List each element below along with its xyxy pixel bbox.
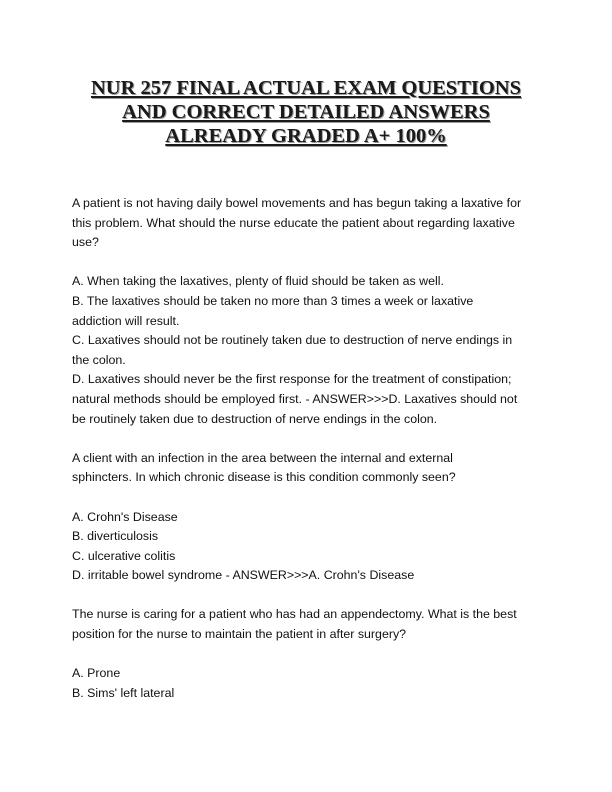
option-line: the colon. bbox=[72, 352, 126, 367]
title-line-2: AND CORRECT DETAILED ANSWERS bbox=[122, 101, 490, 123]
title-line-3: ALREADY GRADED A+ 100% bbox=[165, 125, 447, 147]
document-body bbox=[72, 194, 552, 723]
text-line: use? bbox=[72, 235, 99, 250]
option-line: B. Sims' left lateral bbox=[72, 685, 175, 700]
question-stem bbox=[72, 449, 552, 488]
option-line: D. Laxatives should never be the first response for the treatment of constipation; bbox=[72, 372, 512, 387]
option-line: A. Prone bbox=[72, 666, 121, 681]
option-line: A. When taking the laxatives, plenty of fluid should be taken as well. bbox=[72, 274, 444, 289]
answer-options bbox=[72, 272, 552, 429]
title-line-1: NUR 257 FINAL ACTUAL EXAM QUESTIONS bbox=[91, 77, 521, 99]
option-line: be routinely taken due to destruction of nerve endings in the colon. bbox=[72, 411, 438, 426]
option-line: addiction will result. bbox=[72, 313, 180, 328]
document-title bbox=[40, 76, 572, 148]
answer-options bbox=[72, 508, 552, 586]
text-line: A client with an infection in the area between the internal and external bbox=[72, 450, 453, 465]
option-line: B. diverticulosis bbox=[72, 529, 159, 544]
option-line: D. irritable bowel syndrome - ANSWER>>>A. Crohn's Disease bbox=[72, 568, 415, 583]
option-line: B. The laxatives should be taken no more than 3 times a week or laxative bbox=[72, 293, 474, 308]
question-stem bbox=[72, 605, 552, 644]
text-line: this problem. What should the nurse educate the patient about regarding laxative bbox=[72, 215, 515, 230]
option-line: natural methods should be employed first. - ANSWER>>>D. Laxatives should not bbox=[72, 391, 518, 406]
option-line: A. Crohn's Disease bbox=[72, 509, 178, 524]
answer-options bbox=[72, 664, 552, 703]
text-line: sphincters. In which chronic disease is this condition commonly seen? bbox=[72, 470, 456, 485]
text-line: The nurse is caring for a patient who has had an appendectomy. What is the best bbox=[72, 607, 517, 622]
text-line: position for the nurse to maintain the patient in after surgery? bbox=[72, 627, 407, 642]
question-stem bbox=[72, 194, 552, 253]
text-line: A patient is not having daily bowel movements and has begun taking a laxative for bbox=[72, 196, 522, 210]
option-line: C. Laxatives should not be routinely taken due to destruction of nerve endings in bbox=[72, 333, 513, 348]
option-line: C. ulcerative colitis bbox=[72, 548, 176, 563]
